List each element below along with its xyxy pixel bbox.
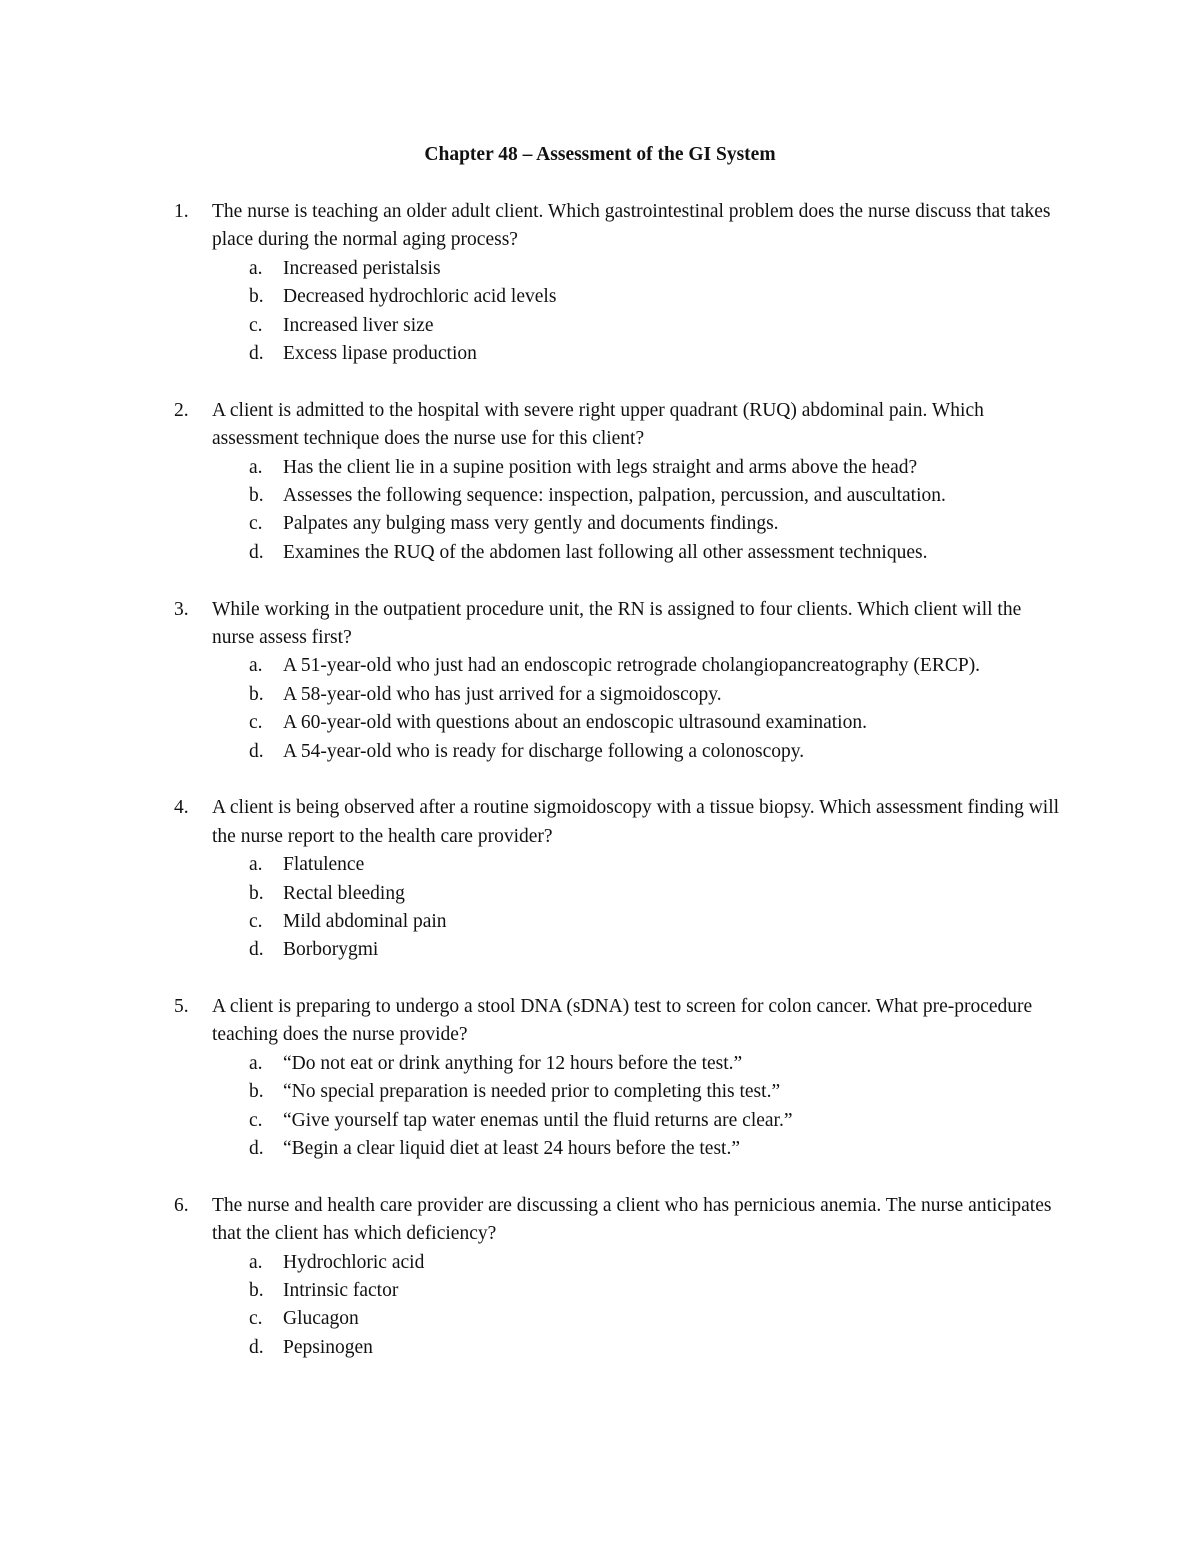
question-text: While working in the outpatient procedure unit, the RN is assigned to four clients. Which client will the nurse assess first? — [212, 598, 1022, 648]
option-letter: d. — [249, 1138, 264, 1160]
option-text: Rectal bleeding — [283, 882, 405, 904]
answer-option — [0, 681, 1200, 709]
answer-option — [0, 738, 1200, 766]
question-2 — [0, 397, 1200, 567]
option-letter: b. — [249, 882, 264, 904]
question-4 — [0, 794, 1200, 964]
option-text: Increased peristalsis — [283, 257, 441, 279]
option-letter: c. — [249, 314, 263, 336]
option-letter: a. — [249, 1052, 263, 1074]
option-text: Examines the RUQ of the abdomen last following all other assessment techniques. — [283, 541, 928, 563]
option-letter: d. — [249, 342, 264, 364]
answer-options — [0, 454, 1200, 568]
answer-option — [0, 1277, 1200, 1305]
option-letter: c. — [249, 1109, 263, 1131]
question-3 — [0, 596, 1200, 766]
option-text: A 51-year-old who just had an endoscopic retrograde cholangiopancreatography (ERCP). — [283, 655, 981, 677]
option-text: Glucagon — [283, 1308, 359, 1330]
answer-option — [0, 851, 1200, 879]
answer-option — [0, 539, 1200, 567]
option-text: Intrinsic factor — [283, 1280, 399, 1302]
answer-options — [0, 652, 1200, 766]
question-1 — [0, 198, 1200, 368]
question-text: A client is being observed after a routine sigmoidoscopy with a tissue biopsy. Which assessment finding will the nurse report to the health care provider? — [212, 797, 1060, 847]
answer-option — [0, 482, 1200, 510]
question-list — [0, 198, 1200, 1391]
question-5 — [0, 993, 1200, 1163]
option-text: “No special preparation is needed prior to completing this test.” — [283, 1081, 781, 1103]
option-text: Palpates any bulging mass very gently and documents findings. — [283, 513, 779, 535]
option-letter: b. — [249, 484, 264, 506]
answer-options — [0, 1249, 1200, 1363]
option-text: Mild abdominal pain — [283, 910, 447, 932]
question-text: A client is admitted to the hospital with severe right upper quadrant (RUQ) abdominal pain. Which assessment technique does the nurse use for this client? — [212, 399, 984, 450]
answer-option — [0, 340, 1200, 368]
option-text: Excess lipase production — [283, 342, 477, 364]
answer-option — [0, 880, 1200, 908]
option-letter: a. — [249, 854, 263, 876]
answer-option — [0, 1334, 1200, 1362]
answer-option — [0, 1249, 1200, 1277]
option-text: Hydrochloric acid — [283, 1251, 425, 1273]
option-letter: c. — [249, 513, 263, 535]
question-text: A client is preparing to undergo a stool DNA (sDNA) test to screen for colon cancer. What pre-procedure teaching does the nurse provide? — [212, 996, 1033, 1046]
option-text: Has the client lie in a supine position with legs straight and arms above the head? — [283, 456, 918, 478]
option-text: Borborygmi — [283, 939, 379, 961]
option-text: Assesses the following sequence: inspection, palpation, percussion, and auscultation. — [283, 484, 946, 506]
answer-option — [0, 255, 1200, 283]
answer-option — [0, 1305, 1200, 1333]
question-number: 3. — [174, 598, 189, 620]
option-text: “Do not eat or drink anything for 12 hours before the test.” — [283, 1052, 743, 1074]
option-text: Decreased hydrochloric acid levels — [283, 286, 557, 308]
option-text: A 54-year-old who is ready for discharge following a colonoscopy. — [283, 740, 805, 762]
option-letter: a. — [249, 257, 263, 279]
question-text: The nurse and health care provider are discussing a client who has pernicious anemia. The nurse anticipates that the client has which deficiency? — [212, 1194, 1052, 1245]
option-letter: a. — [249, 1251, 263, 1273]
option-letter: b. — [249, 1280, 264, 1302]
answer-options — [0, 255, 1200, 369]
answer-option — [0, 1078, 1200, 1106]
answer-options — [0, 851, 1200, 965]
option-letter: c. — [249, 1308, 263, 1330]
option-letter: d. — [249, 541, 264, 563]
question-text: The nurse is teaching an older adult client. Which gastrointestinal problem does the nurse discuss that takes place during the normal aging process? — [212, 201, 1051, 251]
answer-option — [0, 283, 1200, 311]
question-number: 1. — [174, 201, 189, 222]
answer-option — [0, 1135, 1200, 1163]
option-letter: b. — [249, 1081, 264, 1103]
question-6 — [0, 1192, 1200, 1362]
question-number: 2. — [174, 399, 189, 421]
answer-option — [0, 454, 1200, 482]
answer-option — [0, 652, 1200, 680]
answer-option — [0, 510, 1200, 538]
answer-option — [0, 936, 1200, 964]
option-letter: c. — [249, 910, 263, 932]
option-letter: d. — [249, 1336, 264, 1358]
option-text: Pepsinogen — [283, 1336, 373, 1358]
question-number: 6. — [174, 1194, 189, 1216]
answer-options — [0, 1050, 1200, 1164]
page-title: Chapter 48 – Assessment of the GI System — [424, 144, 776, 165]
option-text: A 60-year-old with questions about an endoscopic ultrasound examination. — [283, 712, 867, 734]
question-number: 5. — [174, 996, 189, 1018]
option-letter: a. — [249, 655, 263, 677]
answer-option — [0, 1107, 1200, 1135]
option-letter: c. — [249, 712, 263, 734]
option-text: “Give yourself tap water enemas until the fluid returns are clear.” — [283, 1109, 793, 1131]
answer-option — [0, 312, 1200, 340]
option-letter: d. — [249, 740, 264, 762]
answer-option — [0, 709, 1200, 737]
option-text: A 58-year-old who has just arrived for a sigmoidoscopy. — [283, 683, 722, 705]
option-letter: b. — [249, 683, 264, 705]
option-text: Flatulence — [283, 854, 365, 876]
option-text: Increased liver size — [283, 314, 434, 336]
answer-option — [0, 1050, 1200, 1078]
option-letter: d. — [249, 939, 264, 961]
option-letter: b. — [249, 286, 264, 308]
option-letter: a. — [249, 456, 263, 478]
question-number: 4. — [174, 797, 189, 819]
answer-option — [0, 908, 1200, 936]
option-text: “Begin a clear liquid diet at least 24 hours before the test.” — [283, 1138, 741, 1160]
